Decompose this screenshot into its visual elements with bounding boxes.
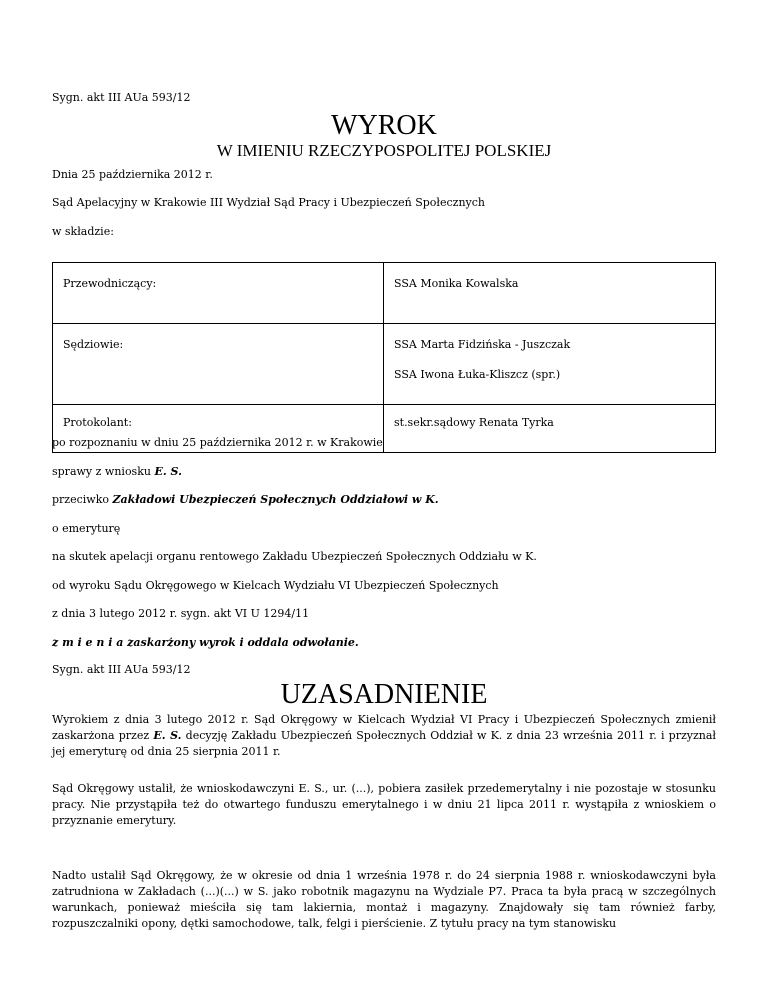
composition-label: w składzie: [52, 225, 114, 238]
panel-row-chair [53, 263, 716, 324]
court-panel-table [52, 262, 716, 453]
judgment-date: Dnia 25 października 2012 r. [52, 168, 213, 181]
lower-court-line: od wyroku Sądu Okręgowego w Kielcach Wydziału VI Ubezpieczeń Społecznych [52, 579, 499, 592]
justification-paragraph-2: Sąd Okręgowy ustalił, że wnioskodawczyni E. S., ur. (...), pobiera zasiłek przedemerytalny i nie pozostaje w stosunku pracy. Nie przystąpiła też do otwartego funduszu emerytalnego i w dniu 21 lipca 2011 r. wystąpiła z wnioskiem o przyznanie emerytury. [52, 782, 716, 827]
case-prefix: sprawy z wniosku [52, 465, 155, 478]
case-line [52, 465, 182, 479]
chair-label: Przewodniczący: [53, 263, 384, 324]
against-line [52, 493, 439, 507]
judge-1-name: SSA Marta Fidzińska - Juszczak [394, 338, 571, 351]
document-title: WYROK [331, 110, 437, 141]
paragraph-1-text-b: decyzję Zakładu Ubezpieczeń Społecznych Oddział w K. z dnia 23 września 2011 r. i przyznał jej emeryturę od dnia 25 sierpnia 2011 r. [52, 729, 716, 758]
court-name: Sąd Apelacyjny w Krakowie III Wydział Sąd Pracy i Ubezpieczeń Społecznych [52, 196, 485, 209]
judge-2-name: SSA Iwona Łuka-Kliszcz (spr.) [394, 368, 561, 381]
lower-judgment-date-line: z dnia 3 lutego 2012 r. sygn. akt VI U 1294/11 [52, 607, 310, 620]
appeal-line: na skutek apelacji organu rentowego Zakładu Ubezpieczeń Społecznych Oddziału w K. [52, 550, 537, 563]
paragraph-1-applicant: E. S. [153, 729, 182, 742]
clerk-name: st.sekr.sądowy Renata Tyrka [384, 405, 716, 453]
judges-label: Sędziowie: [53, 324, 384, 405]
respondent-name: Zakładowi Ubezpieczeń Społecznych Oddziałowi w K. [112, 493, 439, 506]
justification-title: UZASADNIENIE [280, 679, 488, 710]
operative-decision: z m i e n i a zaskarżony wyrok i oddala odwołanie. [52, 636, 359, 649]
applicant-name: E. S. [154, 465, 182, 478]
justification-paragraph-3: Nadto ustalił Sąd Okręgowy, że w okresie od dnia 1 września 1978 r. do 24 sierpnia 1988 r. wnioskodawczyni była zatrudniona w Zakładach (...)(...) w S. jako robotnik magazynu na Wydziale P7. Praca ta była pracą w szczególnych warunkach, ponieważ mieściła się tam lakiernia, montaż i magazyny. Znajdowały się tam również farby, rozpuszczalniki opony, dętki samochodowe, talk, felgi i pierścienie. Z tytułu pracy na tym stanowisku [52, 869, 716, 930]
panel-row-judges [53, 324, 716, 405]
paragraph-1-text-a: Wyrokiem z dnia 3 lutego 2012 r. Sąd Okręgowy w Kielcach Wydział VI Pracy i Ubezpieczeń Społecznych zmienił zaskarżona przez [52, 713, 716, 742]
against-prefix: przeciwko [52, 493, 113, 506]
justification-paragraph-1 [52, 712, 716, 760]
clerk-label: Protokolant: [53, 405, 384, 453]
subject-line: o emeryturę [52, 522, 121, 535]
case-signature-justification: Sygn. akt III AUa 593/12 [52, 663, 191, 676]
document-subtitle: W IMIENIU RZECZYPOSPOLITEJ POLSKIEJ [216, 141, 552, 160]
judges-cell [384, 324, 716, 405]
chair-name: SSA Monika Kowalska [384, 263, 716, 324]
case-signature-top: Sygn. akt III AUa 593/12 [52, 91, 191, 104]
hearing-line: po rozpoznaniu w dniu 25 października 2012 r. w Krakowie [52, 436, 383, 449]
